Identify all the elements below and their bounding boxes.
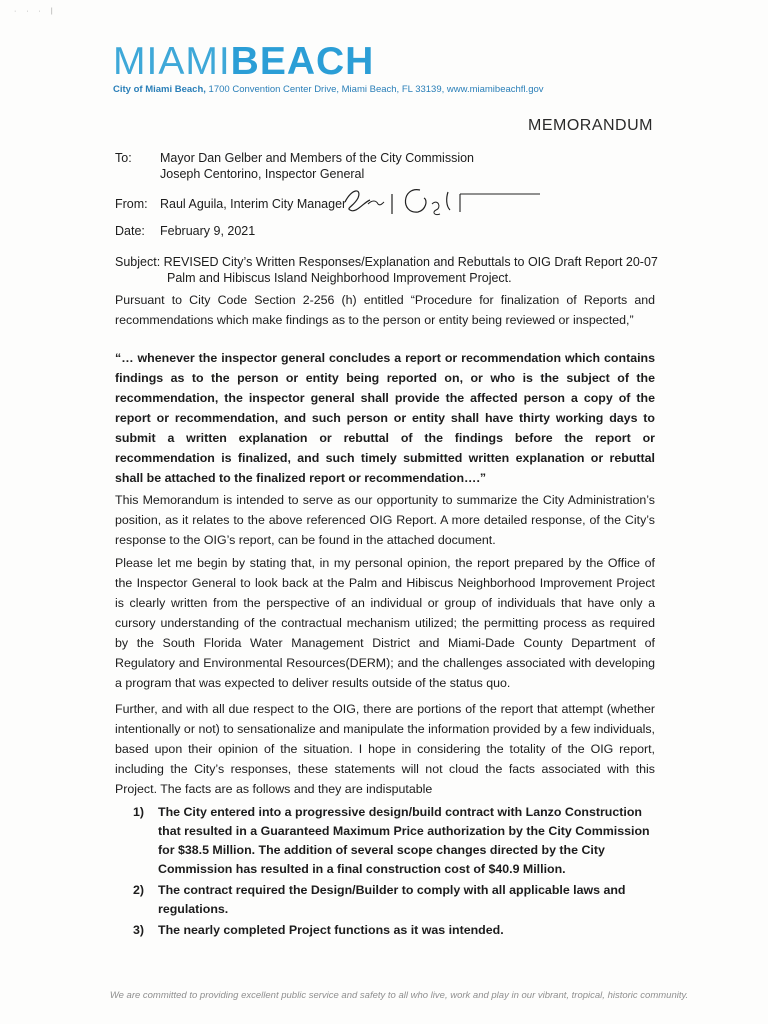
paragraph-code-quote: “… whenever the inspector general concludes a report or recommendation which contains findings as to the person or entity being reported on, or who is the subject of the recommendation, the inspector general shall provide the affected person a copy of the report or recommendation, and such person or entity shall have thirty working days to submit a written explanation or rebuttal of the findings before the report or recommendation is finalized, and such timely submitted written explanation or rebuttal shall be attached to the finalized report or recommendation….” [115,351,655,485]
scan-artifact: · · · | [14,8,57,15]
memo-title: MEMORANDUM [528,117,653,134]
letterhead-address [113,84,544,95]
date-label: Date: [115,224,145,238]
subject-block [115,254,658,286]
city-name: City of Miami Beach, [113,84,206,95]
paragraph-code-reference: Pursuant to City Code Section 2-256 (h) entitled “Procedure for finalization of Reports and recommendations which make findings as to the person or entity being reviewed or inspected,” [115,293,655,327]
list-text: The nearly completed Project functions as it was intended. [158,923,504,937]
from-value: Raul Aguila, Interim City Manager [160,197,347,211]
subject-line-2: Palm and Hibiscus Island Neighborhood Improvement Project. [167,271,512,285]
list-item [133,881,655,919]
list-number: 2) [133,883,145,897]
paragraph-further: Further, and with all due respect to the OIG, there are portions of the report that attempt (whether intentionally or not) to sensationalize and manipulate the information provided by a few individuals, based upon their opinion of the situation. I hope in considering the totality of the OIG report, including the City’s responses, these statements will not cloud the facts associated with this Project. The facts are as follows and they are indisputable [115,702,655,796]
miami-beach-logo [113,42,374,81]
from-block [115,196,346,212]
to-label: To: [115,151,132,165]
signature-image [340,180,550,220]
list-number: 1) [133,805,145,819]
facts-list [133,803,655,942]
paragraph-summary: This Memorandum is intended to serve as our opportunity to summarize the City Administration’s position, as it relates to the above referenced OIG Report. A more detailed response, of the City’s response to the OIG’s report, can be found in the attached document. [115,493,655,547]
list-text: The contract required the Design/Builder to comply with all applicable laws and regulations. [158,883,626,916]
list-item [133,921,655,940]
paragraph-opinion: Please let me begin by stating that, in my personal opinion, the report prepared by the Office of the Inspector General to look back at the Palm and Hibiscus Neighborhood Improvement Project is clearly written from the perspective of an individual or group of individuals that have only a cursory understanding of the contractual mechanism utilized; the permitting process as required by the South Florida Water Management District and Miami-Dade County Department of Regulatory and Environmental Resources(DERM); and the challenges associated with developing a program that was expected to deliver results outside of the status quo. [115,556,655,690]
to-line-1: Mayor Dan Gelber and Members of the City Commission [160,151,475,165]
to-line-2: Joseph Centorino, Inspector General [160,167,365,181]
address-text: 1700 Convention Center Drive, Miami Beach, FL 33139, www.miamibeachfl.gov [205,84,544,95]
list-item [133,803,655,879]
date-value: February 9, 2021 [160,224,256,238]
logo-miami: MIAMI [113,40,231,83]
subject-label: Subject: [115,255,161,269]
list-text: The City entered into a progressive design/build contract with Lanzo Construction that resulted in a Guaranteed Maximum Price authorization by the City Commission for $38.5 Million. The addition of several scope changes directed by the City Commission has resulted in a final construction cost of $40.9 Million. [158,805,650,876]
list-number: 3) [133,923,145,937]
footer-tagline: We are committed to providing excellent public service and safety to all who live, work and play in our vibrant, tropical, historic community. [109,990,689,1001]
from-label: From: [115,197,148,211]
date-block [115,223,255,239]
subject-line-1: REVISED City’s Written Responses/Explanation and Rebuttals to OIG Draft Report 20-07 [163,255,658,269]
logo-beach: BEACH [230,40,375,83]
to-block [115,150,474,182]
